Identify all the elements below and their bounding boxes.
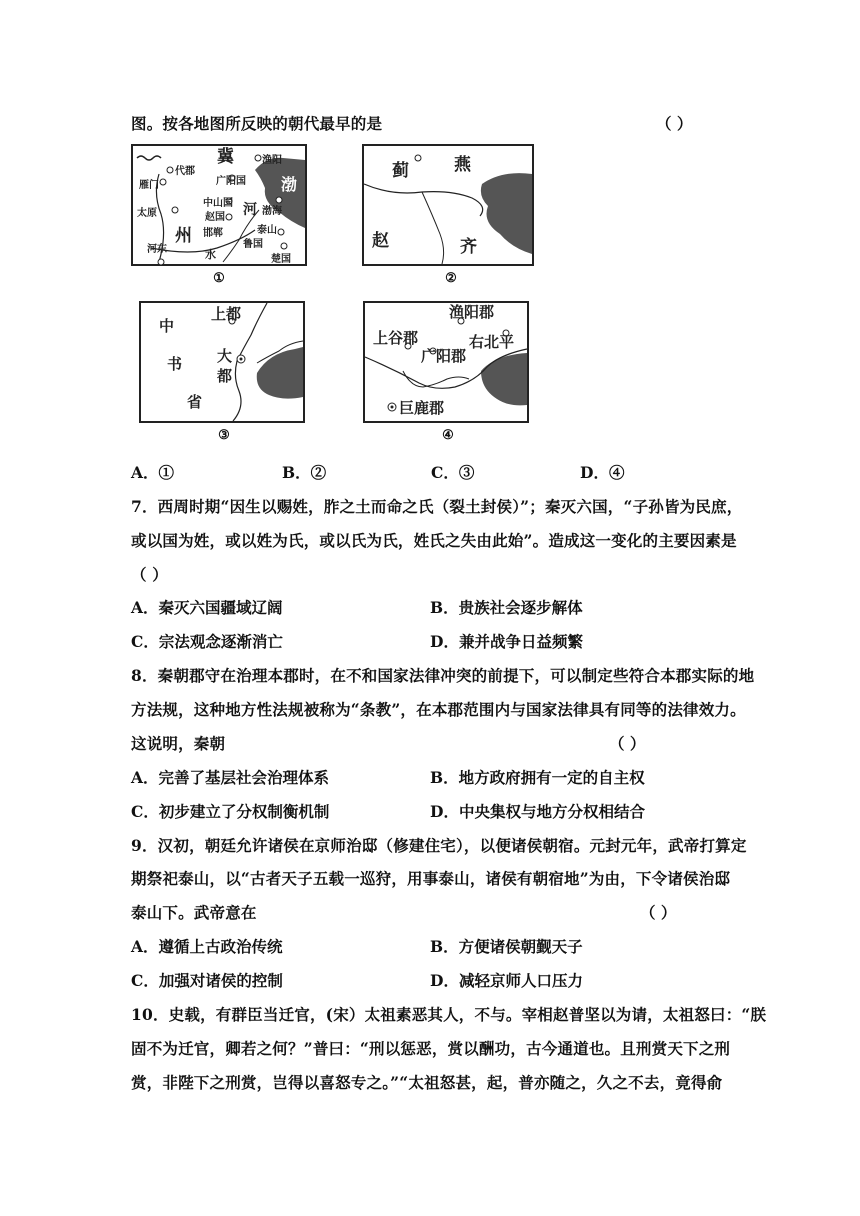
map1-label-he: 河 — [243, 202, 257, 218]
map1-label-chuguo: 楚国 — [271, 254, 291, 265]
map1-label-taiyuan: 太原 — [137, 208, 157, 219]
map2-label-ji: 蓟 — [392, 161, 409, 181]
map2-label-yan: 燕 — [454, 155, 471, 175]
q8-stem-line-3: 这说明，秦朝 — [131, 734, 226, 753]
q7-option-c[interactable]: C．宗法观念逐渐消亡 — [131, 632, 283, 651]
map1-label-guangyangguo: 广阳国 — [216, 176, 246, 187]
map-1-caption: ① — [213, 271, 225, 286]
map1-label-luguo: 鲁国 — [243, 239, 263, 250]
q10-stem-line-1: 10．史载，有群臣当迁官，(宋）太祖素恶其人，不与。宰相赵普坚以为请，太祖怒曰：“朕 — [131, 1005, 767, 1024]
map2-label-qi: 齐 — [460, 237, 477, 257]
map1-label-hedong: 河东 — [147, 244, 167, 255]
map1-label-daijun: 代郡 — [175, 166, 195, 177]
q8-option-d[interactable]: D．中央集权与地方分权相结合 — [430, 802, 645, 821]
map3-label-du: 都 — [217, 367, 233, 385]
map3-label-da: 大 — [217, 347, 233, 365]
q6-answer-paren: （ ） — [656, 114, 693, 133]
map1-label-yuyang: 渔阳 — [262, 155, 282, 166]
map1-label-bo: 渤 — [281, 175, 298, 194]
map1-label-handan: 邯郸 — [203, 228, 223, 239]
q8-option-c[interactable]: C．初步建立了分权制衡机制 — [131, 802, 330, 821]
map-2-caption: ② — [445, 271, 457, 286]
q7-answer-paren: （ ） — [131, 565, 168, 584]
q9-stem-line-3: 泰山下。武帝意在 — [131, 903, 257, 922]
map3-label-zhong: 中 — [159, 317, 175, 335]
map3-label-sheng: 省 — [187, 393, 203, 411]
q6-option-c[interactable]: C．③ — [431, 463, 475, 482]
q9-option-b[interactable]: B．方便诸侯朝觐天子 — [430, 937, 583, 956]
map2-label-zhao: 赵 — [372, 231, 389, 251]
q8-stem-line-1: 8．秦朝郡守在治理本郡时，在不和国家法律冲突的前提下，可以制定些符合本郡实际的地 — [131, 666, 755, 685]
q9-option-d[interactable]: D．减轻京师人口压力 — [430, 971, 583, 990]
map3-label-shangdu: 上都 — [211, 305, 242, 323]
q6-option-d[interactable]: D．④ — [580, 463, 625, 482]
map1-label-zhou: 州 — [175, 226, 192, 246]
q9-option-c[interactable]: C．加强对诸侯的控制 — [131, 971, 283, 990]
map1-label-taishan: 泰山 — [257, 225, 277, 236]
q9-stem-line-1: 9．汉初，朝廷允许诸侯在京师治邸（修建住宅），以便诸侯朝宿。元封元年，武帝打算定 — [131, 836, 747, 855]
map4-label-yuyangjun: 渔阳郡 — [449, 303, 495, 321]
map1-label-shui: 水 — [205, 248, 216, 261]
map4-label-shanggujun: 上谷郡 — [373, 329, 419, 347]
map-4 — [363, 301, 529, 423]
q8-stem-line-2: 方法规，这种地方性法规被称为“条教”，在本郡范围内与国家法律具有同等的法律效力。 — [131, 700, 746, 719]
q10-stem-line-2: 固不为迁官，卿若之何？”普曰：“刑以惩恶，赏以酬功，古今通道也。且刑赏天下之刑 — [131, 1039, 731, 1058]
q7-option-a[interactable]: A．秦灭六国疆域辽阔 — [131, 598, 283, 617]
map-1 — [131, 144, 307, 266]
q6-option-a[interactable]: A．① — [131, 463, 175, 482]
q6-stem: 图。按各地图所反映的朝代最早的是 — [131, 114, 383, 133]
map1-label-zhongshanguo: 中山国 — [203, 198, 233, 209]
map-3-caption: ③ — [218, 428, 230, 443]
q8-option-b[interactable]: B．地方政府拥有一定的自主权 — [430, 768, 645, 787]
q10-stem-line-3: 赏，非陛下之刑赏，岂得以喜怒专之。”“太祖怒甚，起，普亦随之，久之不去，竟得俞 — [131, 1073, 723, 1092]
q8-answer-paren: （ ） — [609, 734, 646, 753]
map4-label-guangyangjun: 广阳郡 — [421, 347, 467, 365]
q7-stem-line-2: 或以国为姓，或以姓为氏，或以氏为氏，姓氏之失由此始”。造成这一变化的主要因素是 — [131, 531, 737, 550]
map4-label-youbeiping: 右北平 — [469, 333, 515, 351]
map1-label-ji: 冀 — [217, 147, 234, 167]
q9-answer-paren: （ ） — [640, 903, 677, 922]
q7-stem-line-1: 7．西周时期“因生以赐姓，胙之土而命之氏（裂土封侯）”；秦灭六国，“子孙皆为民庶， — [131, 497, 743, 516]
map4-label-julujun: 巨鹿郡 — [399, 399, 445, 417]
map1-label-yanmen: 雁门 — [139, 180, 159, 191]
map3-label-shu: 书 — [167, 355, 183, 373]
q8-option-a[interactable]: A．完善了基层社会治理体系 — [131, 768, 330, 787]
map-3 — [139, 301, 305, 423]
map-4-caption: ④ — [442, 428, 454, 443]
map1-label-bohai: 渤海 — [262, 206, 282, 217]
q7-option-b[interactable]: B．贵族社会逐步解体 — [430, 598, 583, 617]
map-2 — [362, 144, 534, 266]
q9-option-a[interactable]: A．遵循上古政治传统 — [131, 937, 283, 956]
q6-option-b[interactable]: B．② — [282, 463, 327, 482]
map1-label-zhaoguo: 赵国 — [205, 212, 225, 223]
q7-option-d[interactable]: D．兼并战争日益频繁 — [430, 632, 583, 651]
q9-stem-line-2: 期祭祀泰山，以“古者天子五载一巡狩，用事泰山，诸侯有朝宿地”为由，下令诸侯治邸 — [131, 869, 731, 888]
